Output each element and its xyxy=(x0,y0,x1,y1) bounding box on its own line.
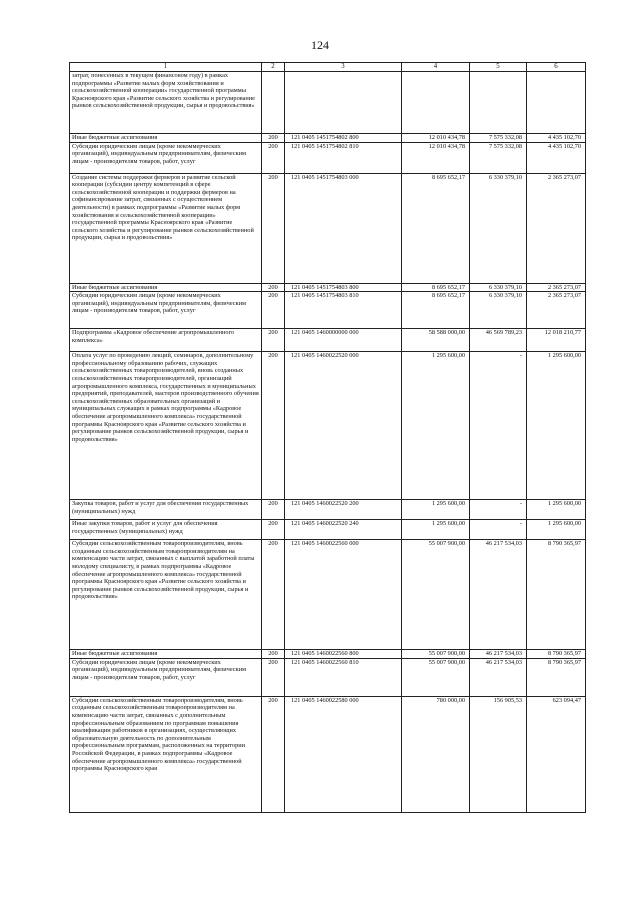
row-admin-code: 200 xyxy=(262,292,285,329)
row-amount-remaining: 8 790 365,97 xyxy=(527,540,586,650)
row-amount-executed xyxy=(470,72,527,134)
row-amount-executed: 46 569 789,23 xyxy=(470,329,527,352)
row-description: Субсидии сельскохозяйственным товаропроизводителям, вновь созданным сельскохозяйственным товаропроизводителям на компенсацию части затрат, связанных с выплатой заработной платы молодому специалисту, в рамках подпрограммы «Кадровое обеспечение агропромышленного комплекса» государственной программы Красноярского края «Развитие сельского хозяйства и регулирование рынков сельскохозяйственной продукции, сырья и продовольствия» xyxy=(70,540,262,650)
row-amount-remaining: 623 094,47 xyxy=(527,696,586,812)
row-amount-plan: 1 295 600,00 xyxy=(402,500,470,520)
table-row xyxy=(70,72,586,134)
row-description: Иные бюджетные ассигнования xyxy=(70,283,262,292)
row-amount-executed: 6 330 379,10 xyxy=(470,283,527,292)
row-amount-executed: 6 330 379,10 xyxy=(470,173,527,283)
row-amount-plan: 12 010 434,78 xyxy=(402,142,470,173)
table-row xyxy=(70,142,586,173)
row-description: Оплата услуг по проведению лекций, семинаров, дополнительному профессиональному образованию рабочих, служащих сельскохозяйственных товаропроизводителей, вновь созданных сельскохозяйственных товаропроизводителей, организаций агропромышленного комплекса, государственных и муниципальных предприятий, преподавателей, мастеров производственного обучения сельскохозяйственных образовательных организаций и муниципальных служащих в рамках подпрограммы «Кадровое обеспечение агропромышленного комплекса» государственной программы Красноярского края «Развитие сельского хозяйства и регулирование рынков сельскохозяйственной продукции, сырья и продовольствия» xyxy=(70,352,262,500)
row-amount-plan: 55 007 900,00 xyxy=(402,658,470,696)
row-description: затрат, понесенных в текущем финансовом году) в рамках подпрограммы «Развитие малых форм хозяйствования и сельскохозяйственной кооперации» государственной программы Красноярского края «Развитие сельского хозяйства и регулирование рынков сельскохозяйственной продукции, сырья и продовольствия» xyxy=(70,72,262,134)
row-amount-executed: 46 217 534,03 xyxy=(470,540,527,650)
column-header: 4 xyxy=(402,63,470,72)
row-amount-remaining: 1 295 600,00 xyxy=(527,500,586,520)
row-amount-executed: 46 217 534,03 xyxy=(470,650,527,659)
row-admin-code: 200 xyxy=(262,650,285,659)
table-row xyxy=(70,500,586,520)
table-row xyxy=(70,352,586,500)
row-amount-executed: 6 330 379,10 xyxy=(470,292,527,329)
row-amount-remaining: 4 435 102,70 xyxy=(527,134,586,143)
table-header-row xyxy=(70,63,586,72)
row-amount-plan xyxy=(402,72,470,134)
row-description: Закупка товаров, работ и услуг для обеспечения государственных (муниципальных) нужд xyxy=(70,500,262,520)
table-row xyxy=(70,292,586,329)
row-amount-executed: - xyxy=(470,500,527,520)
row-description: Создание системы поддержки фермеров и развитие сельской кооперации (субсидии центру компетенций в сфере сельскохозяйственной кооперации и поддержки фермеров на софинансирование затрат, связанных с осуществлением деятельности) в рамках подпрограммы «Развитие малых форм хозяйствования и сельскохозяйственной кооперации» государственной программы Красноярского края «Развитие сельского хозяйства и регулирование рынков сельскохозяйственной продукции, сырья и продовольствия» xyxy=(70,173,262,283)
row-admin-code: 200 xyxy=(262,283,285,292)
row-amount-plan: 55 007 900,00 xyxy=(402,540,470,650)
row-description: Субсидии сельскохозяйственным товаропроизводителям, вновь созданным сельскохозяйственным товаропроизводителям на компенсацию части затрат, связанных с дополнительным профессиональным образованием по программам повышения квалификации работников в организациях, осуществляющих образовательную деятельность по дополнительным профессиональным программам, расположенных на территории Российской Федерации, в рамках подпрограммы «Кадровое обеспечение агропромышленного комплекса» государственной программы Красноярского края xyxy=(70,696,262,812)
row-amount-remaining: 12 018 210,77 xyxy=(527,329,586,352)
row-classification-code: 121 0405 1460000000 000 xyxy=(285,329,402,352)
table-row xyxy=(70,283,586,292)
column-header: 1 xyxy=(70,63,262,72)
table-row xyxy=(70,520,586,540)
row-classification-code: 121 0405 1451754802 800 xyxy=(285,134,402,143)
page-number: 124 xyxy=(311,38,329,52)
row-admin-code: 200 xyxy=(262,173,285,283)
row-description: Иные бюджетные ассигнования xyxy=(70,650,262,659)
table-row xyxy=(70,173,586,283)
row-admin-code: 200 xyxy=(262,134,285,143)
row-classification-code xyxy=(285,72,402,134)
row-description: Субсидии юридическим лицам (кроме некоммерческих организаций), индивидуальным предпринимателям, физическим лицам - производителям товаров, работ, услуг xyxy=(70,142,262,173)
row-classification-code: 121 0405 1451754803 810 xyxy=(285,292,402,329)
row-admin-code: 200 xyxy=(262,540,285,650)
row-amount-executed: - xyxy=(470,520,527,540)
row-description: Субсидии юридическим лицам (кроме некоммерческих организаций), индивидуальным предпринимателям, физическим лицам - производителям товаров, работ, услуг xyxy=(70,292,262,329)
column-header: 3 xyxy=(285,63,402,72)
row-amount-plan: 12 010 434,78 xyxy=(402,134,470,143)
row-admin-code: 200 xyxy=(262,142,285,173)
table-row xyxy=(70,658,586,696)
row-amount-remaining: 1 295 600,00 xyxy=(527,520,586,540)
row-amount-executed: 156 905,53 xyxy=(470,696,527,812)
row-amount-plan: 58 588 000,00 xyxy=(402,329,470,352)
row-classification-code: 121 0405 1451754803 800 xyxy=(285,283,402,292)
row-classification-code: 121 0405 1460022520 240 xyxy=(285,520,402,540)
row-amount-plan: 8 695 652,17 xyxy=(402,173,470,283)
row-classification-code: 121 0405 1460022520 200 xyxy=(285,500,402,520)
column-header: 2 xyxy=(262,63,285,72)
row-admin-code xyxy=(262,72,285,134)
row-amount-plan: 1 295 600,00 xyxy=(402,352,470,500)
row-amount-plan: 55 007 900,00 xyxy=(402,650,470,659)
row-amount-plan: 8 695 652,17 xyxy=(402,292,470,329)
row-amount-remaining: 2 365 273,07 xyxy=(527,292,586,329)
row-amount-remaining: 4 435 102,70 xyxy=(527,142,586,173)
row-classification-code: 121 0405 1451754803 000 xyxy=(285,173,402,283)
row-amount-plan: 1 295 600,00 xyxy=(402,520,470,540)
row-amount-executed: - xyxy=(470,352,527,500)
row-amount-plan: 8 695 652,17 xyxy=(402,283,470,292)
row-amount-remaining: 2 365 273,07 xyxy=(527,173,586,283)
row-amount-remaining xyxy=(527,72,586,134)
row-description: Подпрограмма «Кадровое обеспечение агропромышленного комплекса» xyxy=(70,329,262,352)
row-classification-code: 121 0405 1460022560 810 xyxy=(285,658,402,696)
row-amount-remaining: 8 790 365,97 xyxy=(527,650,586,659)
row-admin-code: 200 xyxy=(262,500,285,520)
table-row xyxy=(70,540,586,650)
row-classification-code: 121 0405 1460022560 000 xyxy=(285,540,402,650)
row-description: Иные бюджетные ассигнования xyxy=(70,134,262,143)
row-amount-remaining: 1 295 600,00 xyxy=(527,352,586,500)
row-amount-executed: 7 575 332,08 xyxy=(470,134,527,143)
column-header: 5 xyxy=(470,63,527,72)
table-row xyxy=(70,696,586,812)
row-amount-executed: 46 217 534,03 xyxy=(470,658,527,696)
row-amount-remaining: 8 790 365,97 xyxy=(527,658,586,696)
row-admin-code: 200 xyxy=(262,352,285,500)
row-admin-code: 200 xyxy=(262,329,285,352)
row-amount-executed: 7 575 332,08 xyxy=(470,142,527,173)
row-classification-code: 121 0405 1451754802 810 xyxy=(285,142,402,173)
row-classification-code: 121 0405 1460022580 000 xyxy=(285,696,402,812)
table-row xyxy=(70,650,586,659)
row-description: Субсидии юридическим лицам (кроме некоммерческих организаций), индивидуальным предпринимателям, физическим лицам - производителям товаров, работ, услуг xyxy=(70,658,262,696)
row-classification-code: 121 0405 1460022520 000 xyxy=(285,352,402,500)
budget-table xyxy=(69,62,586,813)
row-description: Иные закупки товаров, работ и услуг для обеспечения государственных (муниципальных) нужд xyxy=(70,520,262,540)
row-amount-plan: 780 000,00 xyxy=(402,696,470,812)
column-header: 6 xyxy=(527,63,586,72)
table-row xyxy=(70,329,586,352)
row-admin-code: 200 xyxy=(262,658,285,696)
row-amount-remaining: 2 365 273,07 xyxy=(527,283,586,292)
row-admin-code: 200 xyxy=(262,696,285,812)
row-classification-code: 121 0405 1460022560 800 xyxy=(285,650,402,659)
row-admin-code: 200 xyxy=(262,520,285,540)
table-row xyxy=(70,134,586,143)
